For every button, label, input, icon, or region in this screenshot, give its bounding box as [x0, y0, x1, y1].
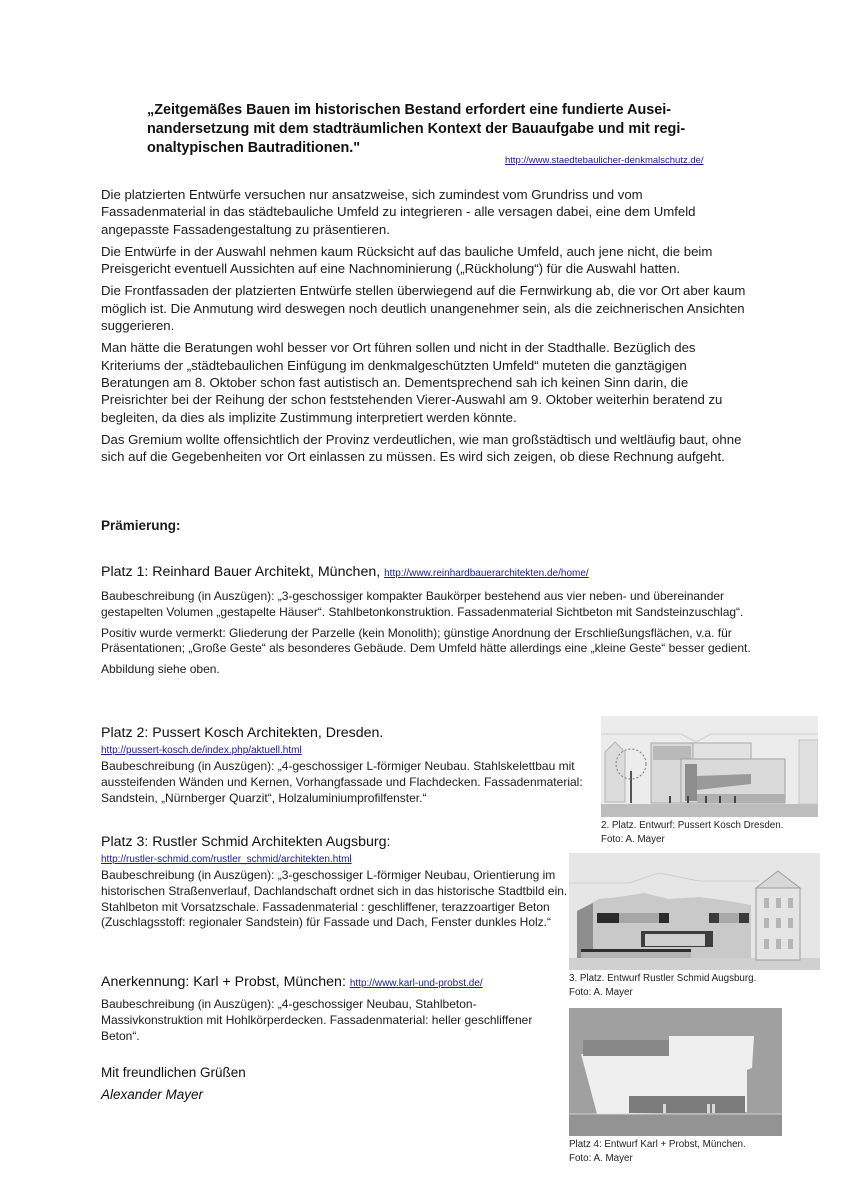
- anerkennung-description: Baubeschreibung (in Auszügen): „4-geschossiger Neubau, Stahlbeton-Massivkonstruktion mit Hohlkörperdecken. Fassadenmaterial: heller geschliffener Beton“.: [101, 997, 533, 1043]
- paragraph: Das Gremium wollte offensichtlich der Provinz verdeutlichen, wie man großstädtisch und weltläufig baut, ohne sich auf die Gegebenheiten vor Ort einlassen zu müssen. Es wird sich zeigen, ob diese Rechnung aufgeht.: [101, 431, 742, 465]
- platz2-title: Platz 2: Pussert Kosch Architekten, Dresden.: [101, 725, 384, 741]
- closing-block: [101, 1062, 246, 1106]
- building-elevation-drawing: [601, 716, 818, 817]
- platz1-title: Platz 1: Reinhard Bauer Architekt, München, http://www.reinhardbauerarchitekten.de/home/: [101, 564, 589, 580]
- figure-karl-probst-image: [569, 1008, 782, 1136]
- paragraph: Die Entwürfe in der Auswahl nehmen kaum Rücksicht auf das bauliche Umfeld, auch jene nicht, die beim Preisgericht eventuell Aussichten auf eine Nachnominierung („Rückholung“) für die Auswahl hatten.: [101, 243, 713, 277]
- figure-pussert-kosch-caption: 2. Platz. Entwurf: Pussert Kosch Dresden. Foto: A. Mayer: [601, 820, 784, 845]
- signature-name: Alexander Mayer: [101, 1087, 204, 1102]
- body-paragraphs: [101, 186, 751, 470]
- quote-line: onaltypischen Bautraditionen.": [147, 140, 361, 156]
- figure-rustler-schmid-caption: 3. Platz. Entwurf Rustler Schmid Augsburg. Foto: A. Mayer: [569, 973, 757, 998]
- photo-credit: Foto: A. Mayer: [601, 834, 665, 845]
- platz2-link[interactable]: http://pussert-kosch.de/index.php/aktuell.html: [101, 745, 302, 756]
- anerkennung-section: [101, 973, 566, 1044]
- platz1-section: [101, 563, 751, 678]
- figure-rustler-schmid-image: [569, 853, 820, 970]
- platz3-title: Platz 3: Rustler Schmid Architekten Augsburg:: [101, 834, 391, 850]
- paragraph: Man hätte die Beratungen wohl besser vor Ort führen sollen und nicht in der Stadthalle. Bezüglich des Kriteriums der „städtebaulichen Einfügung im denkmalgeschützten Umfeld“ muteten die ganztägigen Beratungen am 8. Oktober schon fast autistisch an. Dementsprechend sah ich keinen Sinn darin, die Preisrichter bei der Reihung der schon feststehenden Vierer-Auswahl am 9. Oktober weiterhin beratend zu begleiten, da dies als implizite Zustimmung interpretiert werden könnte.: [101, 340, 723, 425]
- anerkennung-title: Anerkennung: Karl + Probst, München: http://www.karl-und-probst.de/: [101, 974, 483, 990]
- platz1-image-note: Abbildung siehe oben.: [101, 662, 220, 677]
- quote-source-link[interactable]: http://www.staedtebaulicher-denkmalschutz.de/: [505, 155, 704, 166]
- platz3-section: [101, 833, 589, 931]
- quote-line: nandersetzung mit dem stadträumlichen Kontext der Bauaufgabe und mit regi-: [147, 121, 686, 137]
- building-rendering: [569, 1008, 782, 1136]
- figure-karl-probst-caption: Platz 4: Entwurf Karl + Probst, München. Foto: A. Mayer: [569, 1139, 746, 1164]
- paragraph: Die Frontfassaden der platzierten Entwürfe stellen überwiegend auf die Fernwirkung ab, die vor Ort aber kaum möglich ist. Die Anmutung wird deswegen noch deutlich unangenehmer sein, als die zeichnerischen Ansichten suggerieren.: [101, 283, 746, 334]
- quote-line: „Zeitgemäßes Bauen im historischen Bestand erfordert eine fundierte Ausei-: [147, 102, 672, 118]
- building-model-drawing: [569, 853, 820, 970]
- platz1-link[interactable]: http://www.reinhardbauerarchitekten.de/home/: [384, 568, 589, 579]
- platz3-description: Baubeschreibung (in Auszügen): „3-geschossiger L-förmiger Neubau, Orientierung im historischen Straßenverlauf, Dachlandschaft ordnet sich in das historische Stadtbild ein. Stahlbeton mit Vorsatzschale. Fassadenmaterial : geschliffener, terazzoartiger Beton (Zuschlagsstoff: regionaler Sandstein) für Fassade und Dach, Fenster dunkles Holz.“: [101, 868, 568, 930]
- closing-greeting: Mit freundlichen Grüßen: [101, 1065, 246, 1080]
- photo-credit: Foto: A. Mayer: [569, 987, 633, 998]
- paragraph: Die platzierten Entwürfe versuchen nur ansatzweise, sich zumindest vom Grundriss und vom Fassadenmaterial in das städtebauliche Umfeld zu integrieren - alle versagen dabei, eine dem Umfeld angepasste Fassadengestaltung zu präsentieren.: [101, 187, 696, 237]
- platz2-section: [101, 724, 589, 806]
- platz1-evaluation: Positiv wurde vermerkt: Gliederung der Parzelle (kein Monolith); günstige Anordnung der Erschließungsflächen, v.a. für Präsentationen; „Große Geste“ als besonderes Gebäude. Dem Umfeld hätte allerdings eine „kleine Geste“ besser gedient.: [101, 625, 751, 656]
- platz1-description: Baubeschreibung (in Auszügen): „3-geschossiger kompakter Baukörper bestehend aus vier neben- und übereinander gestapelten Volumen „gestapelte Häuser“. Stahlbetonkonstruktion. Fassadenmaterial Sichtbeton mit Sandsteinzuschlag“.: [101, 589, 744, 619]
- intro-quote: [147, 101, 747, 158]
- anerkennung-link[interactable]: http://www.karl-und-probst.de/: [349, 978, 483, 989]
- platz2-description: Baubeschreibung (in Auszügen): „4-geschossiger L-förmiger Neubau. Stahlskelettbau mit aussteifenden Wänden und Kernen, Vorhangfassade und Flachdecken. Fassadenmaterial: Sandstein, „Nürnberger Quarzit“, Holzaluminiumprofilfenster.“: [101, 759, 583, 805]
- section-heading-praemierung: Prämierung:: [101, 518, 181, 533]
- figure-pussert-kosch-image: [601, 716, 818, 817]
- photo-credit: Foto: A. Mayer: [569, 1153, 633, 1164]
- platz3-link[interactable]: http://rustler-schmid.com/rustler_schmid/architekten.html: [101, 854, 352, 865]
